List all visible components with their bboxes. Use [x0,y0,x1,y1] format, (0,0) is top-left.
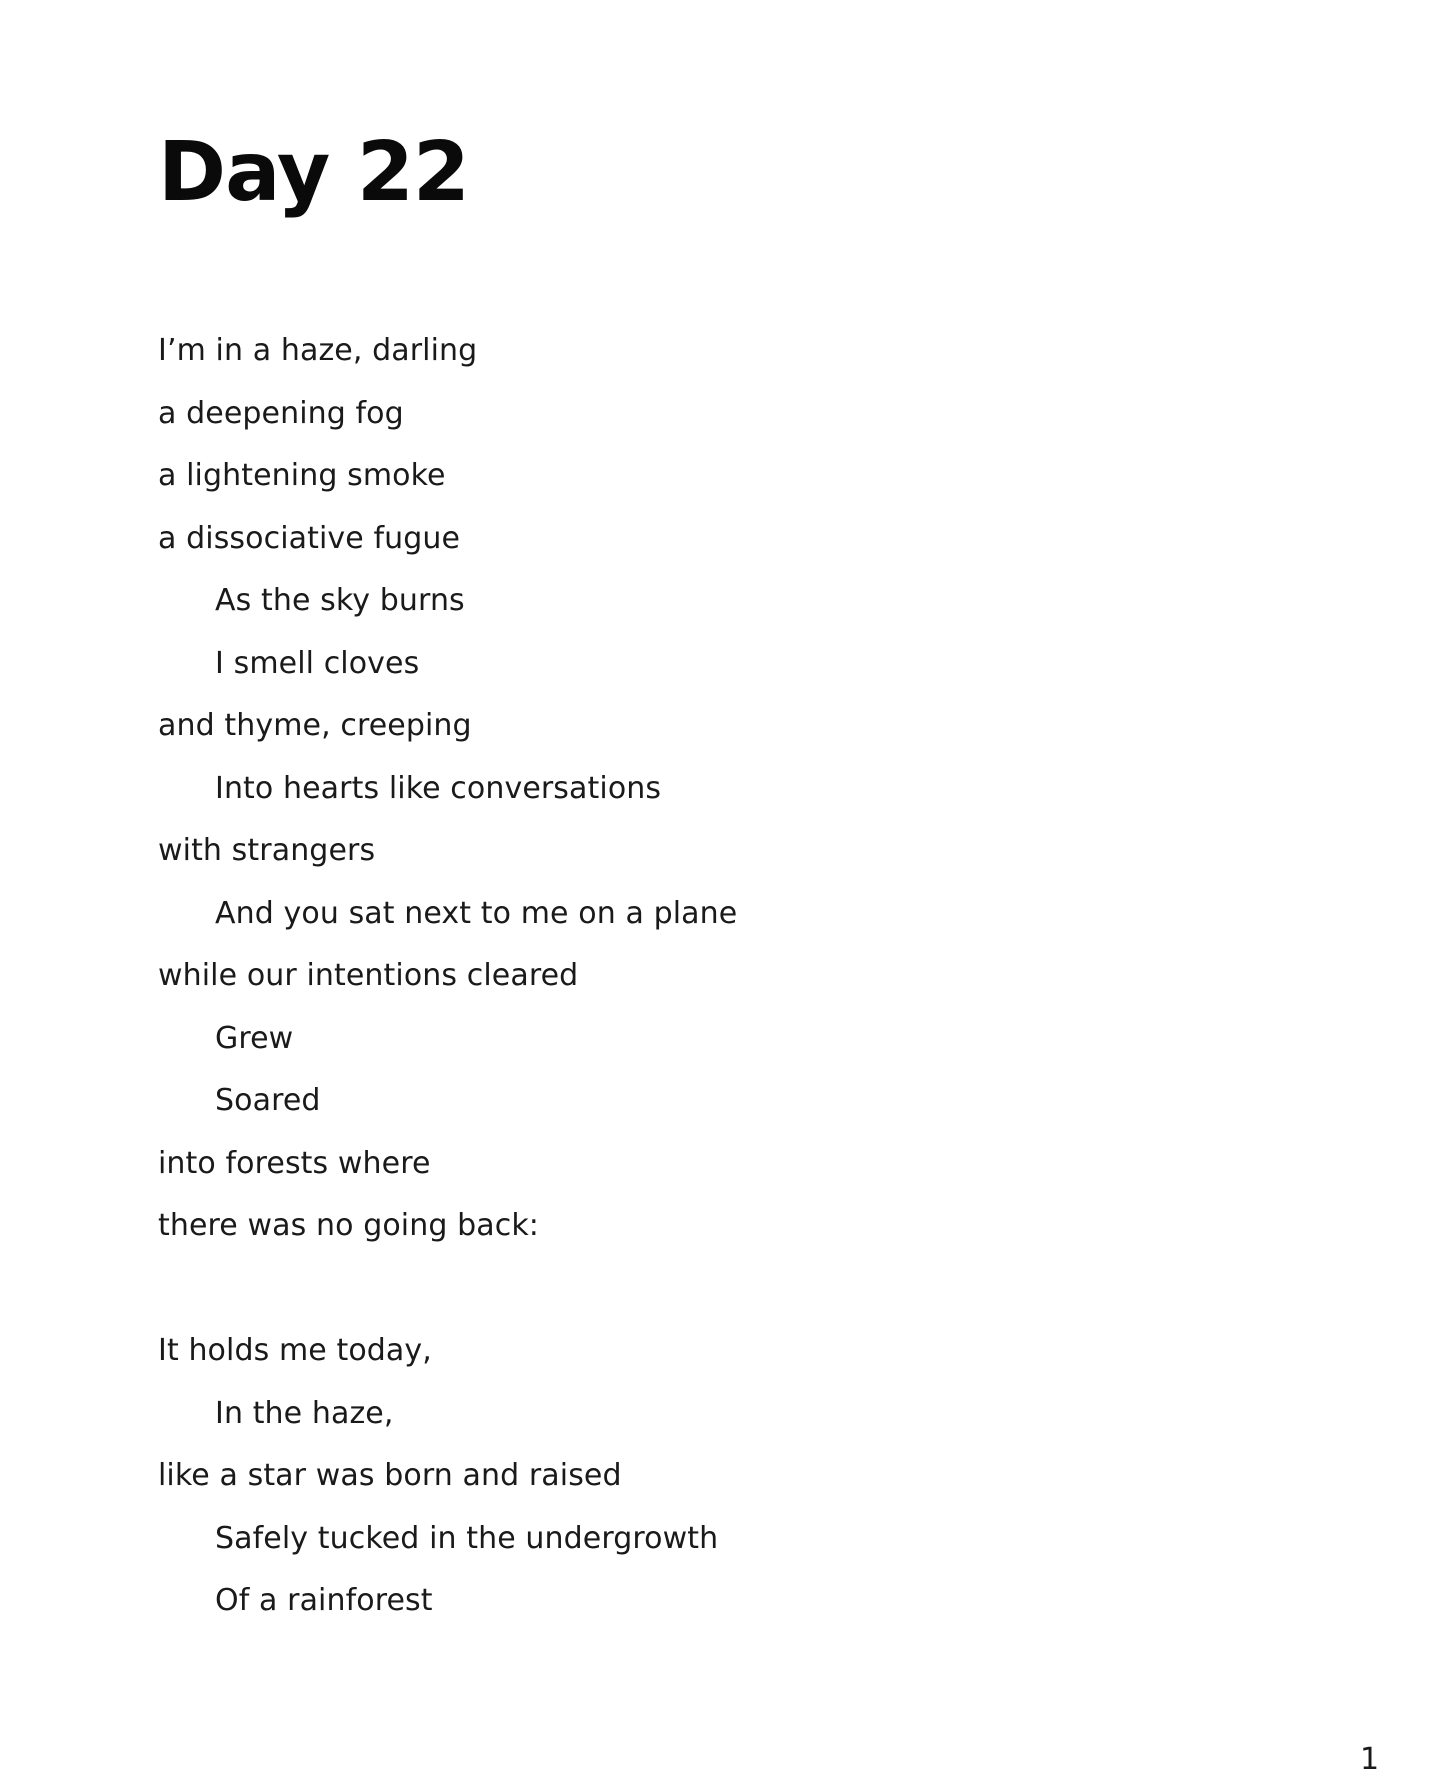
poem-line-indented: I smell cloves [215,645,420,681]
poem-line: there was no going back: [158,1208,540,1243]
poem-line-indented: And you sat next to me on a plane [215,895,738,931]
poem-line: while our intentions cleared [158,958,579,993]
poem-body [158,320,1258,1633]
page-title: Day 22 [158,125,469,220]
poem-line-indented: As the sky burns [215,583,465,618]
poem-line: and thyme, creeping [158,708,472,743]
poem-line: like a star was born and raised [158,1458,622,1493]
poem-line: a deepening fog [158,395,404,431]
poem-line: with strangers [158,833,376,868]
poem-line-indented: Soared [215,1083,321,1118]
poem-line: a dissociative fugue [158,520,461,556]
poem-line-indented: Into hearts like conversations [215,770,662,806]
poem-line-indented: Safely tucked in the undergrowth [215,1520,719,1556]
poem-line: a lightening smoke [158,458,446,493]
poem-line: into forests where [158,1145,431,1181]
poem-line-indented: Of a rainforest [215,1583,433,1618]
stanza-break [158,1258,1258,1321]
poem-line: It holds me today, [158,1333,432,1368]
poem-line-indented: Grew [215,1020,294,1056]
poem-line-indented: In the haze, [215,1395,394,1431]
poem-line: I’m in a haze, darling [158,333,478,368]
page-number: 1 [1360,1742,1380,1777]
